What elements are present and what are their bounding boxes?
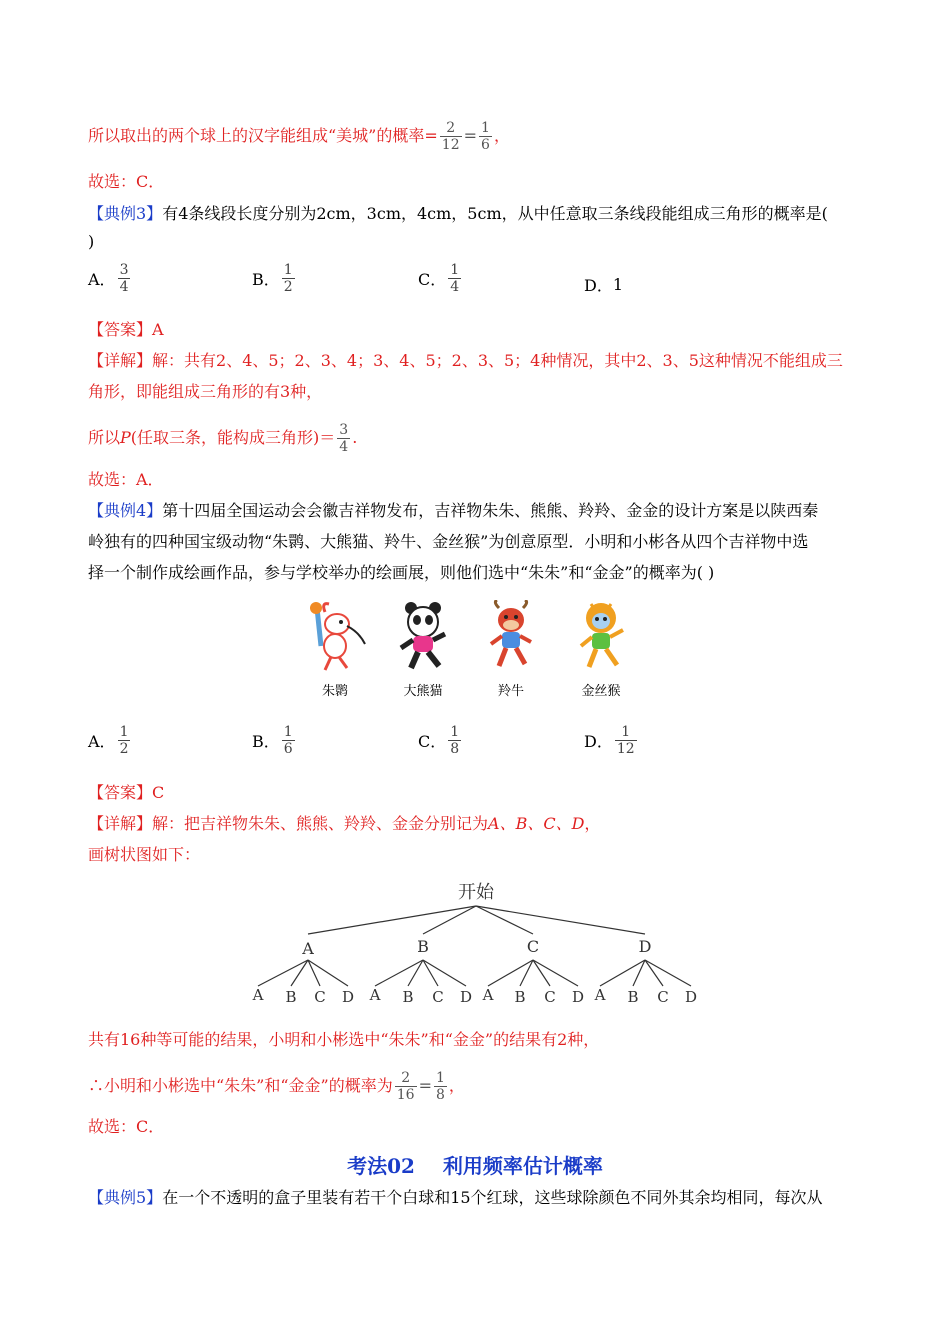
leaf: C [657,988,669,1006]
leaf: D [341,988,355,1006]
tree-root: 开始 [458,882,494,903]
equals-sign: = [418,1076,432,1095]
ibis-mascot-icon [295,600,375,672]
result-line-2 [88,1070,465,1103]
mascot-zhuhuan [290,600,380,699]
numerator: 3 [119,262,129,278]
numerator: 1 [450,724,460,740]
option-label: B． [252,732,280,751]
leaf: B [402,988,414,1006]
section-heading [0,1150,950,1179]
text: ， [448,1076,465,1095]
option-b [252,724,297,757]
denominator: 12 [616,741,635,757]
monkey-mascot-icon [561,600,641,672]
denominator: 4 [450,279,460,295]
numerator: 1 [481,120,490,136]
answer-tag: 【答案】 [88,783,153,802]
leaf: D [684,988,698,1006]
option-a [88,724,132,757]
option-c [418,262,463,295]
text: ， [584,814,601,833]
example-tag: 【典例5】 [88,1188,163,1207]
fraction [615,724,637,757]
option-b [252,262,297,295]
leaf: B [285,988,297,1006]
numerator: 1 [283,724,293,740]
example-tag: 【典例3】 [88,204,163,223]
leaf: D [459,988,473,1006]
text: . [352,428,358,447]
text: 所以 [88,428,121,447]
option-c [418,724,463,757]
detail-line-4b: 画树状图如下： [88,845,201,864]
option-value: 1 [612,275,624,294]
mascot-panda [378,600,468,699]
section-number: 考法02 [347,1154,415,1178]
tree-diagram [240,872,720,1012]
mascot-golden-monkey [556,600,646,699]
denominator: 8 [450,741,460,757]
numerator: 3 [339,422,349,438]
numerator: 2 [446,120,456,136]
example-4-question [88,500,818,522]
fraction [448,262,461,295]
tree-node-d: D [638,937,652,956]
denominator: 6 [283,741,293,757]
denominator: 4 [339,439,349,455]
fraction [118,724,131,757]
numerator: 1 [450,262,460,278]
option-label: B． [252,270,280,289]
mascot-caption: 朱鹮 [321,684,348,699]
numerator: 1 [621,724,631,740]
fraction [337,422,350,455]
denominator: 6 [481,137,490,153]
detail-line-2: 角形，即能组成三角形的有3种， [88,382,323,401]
answer-line [88,319,164,341]
example-4-question-2: 岭独有的四种国宝级动物“朱鹮、大熊猫、羚牛、金丝猴”为创意原型．小明和小彬各从四个吉祥物中选 [88,532,809,551]
section-title: 利用频率估计概率 [442,1154,603,1178]
example-tag: 【典例4】 [88,501,163,520]
answer-value: A [152,320,164,339]
fraction [282,724,295,757]
mascot-caption: 羚牛 [497,684,524,699]
text: (任取三条，能构成三角形)＝ [130,428,336,447]
question-text: 在一个不透明的盒子里装有若干个白球和15个红球，这些球除颜色不同外其余均相同，每次从 [162,1188,823,1207]
denominator: 12 [441,137,460,153]
example-4-question-3: 择一个制作成绘画作品，参与学校举办的绘画展，则他们选中“朱朱”和“金金”的概率为( ) [88,563,715,582]
answer-tag: 【答案】 [88,320,153,339]
choose-line-3: 故选：A． [88,470,164,489]
question-text: 第十四届全国运动会会徽吉祥物发布，吉祥物朱朱、熊熊、羚羚、金金的设计方案是以陕西秦 [162,501,819,520]
detail-line-3 [88,422,357,455]
numerator: 1 [435,1070,445,1086]
option-label: D． [584,276,613,295]
mascot-caption: 金丝猴 [581,684,621,699]
example-3-question-end: ) [88,232,95,251]
leaf: A [594,986,606,1004]
question-text: 有4条线段长度分别为2cm，3cm，4cm，5cm，从中任意取三条线段能组成三角形的概率是( [162,204,828,223]
detail-tag: 【详解】 [88,351,153,370]
mascot-caption: 大熊猫 [403,684,443,699]
option-label: C． [418,270,447,289]
detail-text: 解：共有2、4、5；2、3、4；3、4、5；2、3、5；4种情况，其中2、3、5这种情况不能组成三 [152,351,843,370]
option-label: A． [88,270,116,289]
leaf: C [432,988,444,1006]
leaf: A [369,986,381,1004]
leaf: A [252,986,264,1004]
fraction [282,262,295,295]
fraction [118,262,131,295]
denominator: 2 [119,741,129,757]
text: ∴小明和小彬选中“朱朱”和“金金”的概率为 [88,1076,393,1095]
answer-value: C [152,783,165,802]
fraction [448,724,461,757]
choose-line: 故选：C． [88,172,165,191]
variable-names: A、B、C、D [488,814,585,833]
denominator: 4 [119,279,129,295]
leaf: B [627,988,639,1006]
equals-sign: = [463,126,478,145]
leaf: A [482,986,494,1004]
option-label: C． [418,732,447,751]
text: ， [493,126,510,145]
tree-branches-root [308,906,645,934]
tree-branches-leaves [258,960,691,986]
prob-line-meicheng [88,120,510,153]
detail-line-4 [88,813,600,835]
fraction [395,1070,417,1103]
choose-line-4: 故选：C． [88,1117,165,1136]
leaf: C [544,988,556,1006]
text: 所以取出的两个球上的汉字能组成“美城”的概率 [88,126,425,145]
tree-node-c: C [526,937,540,956]
numerator: 1 [119,724,129,740]
numerator: 1 [283,262,293,278]
example-5-question [88,1187,823,1209]
leaf: D [571,988,585,1006]
example-3-question [88,203,828,225]
option-label: D． [584,732,613,751]
answer-line-4 [88,782,164,804]
denominator: 2 [283,279,293,295]
leaf: C [314,988,326,1006]
fraction [440,120,462,153]
fraction [434,1070,447,1103]
tree-leaves [252,986,697,1006]
panda-mascot-icon [383,600,463,672]
fraction [479,120,492,153]
denominator: 16 [396,1087,415,1103]
tree-node-a: A [302,939,314,958]
tree-node-b: B [417,937,429,956]
mascot-takin [466,600,556,699]
prob-symbol: P [120,428,131,447]
option-d [584,273,623,296]
option-a [88,262,132,295]
result-line-1: 共有16种等可能的结果，小明和小彬选中“朱朱”和“金金”的结果有2种， [88,1030,600,1049]
option-d [584,724,639,757]
detail-tag: 【详解】 [88,814,153,833]
takin-mascot-icon [471,600,551,672]
equals-sign: = [424,126,438,145]
detail-line [88,350,843,372]
option-label: A． [88,732,116,751]
denominator: 8 [435,1087,445,1103]
numerator: 2 [401,1070,411,1086]
leaf: B [514,988,526,1006]
detail-text: 解：把吉祥物朱朱、熊熊、羚羚、金金分别记为 [152,814,489,833]
